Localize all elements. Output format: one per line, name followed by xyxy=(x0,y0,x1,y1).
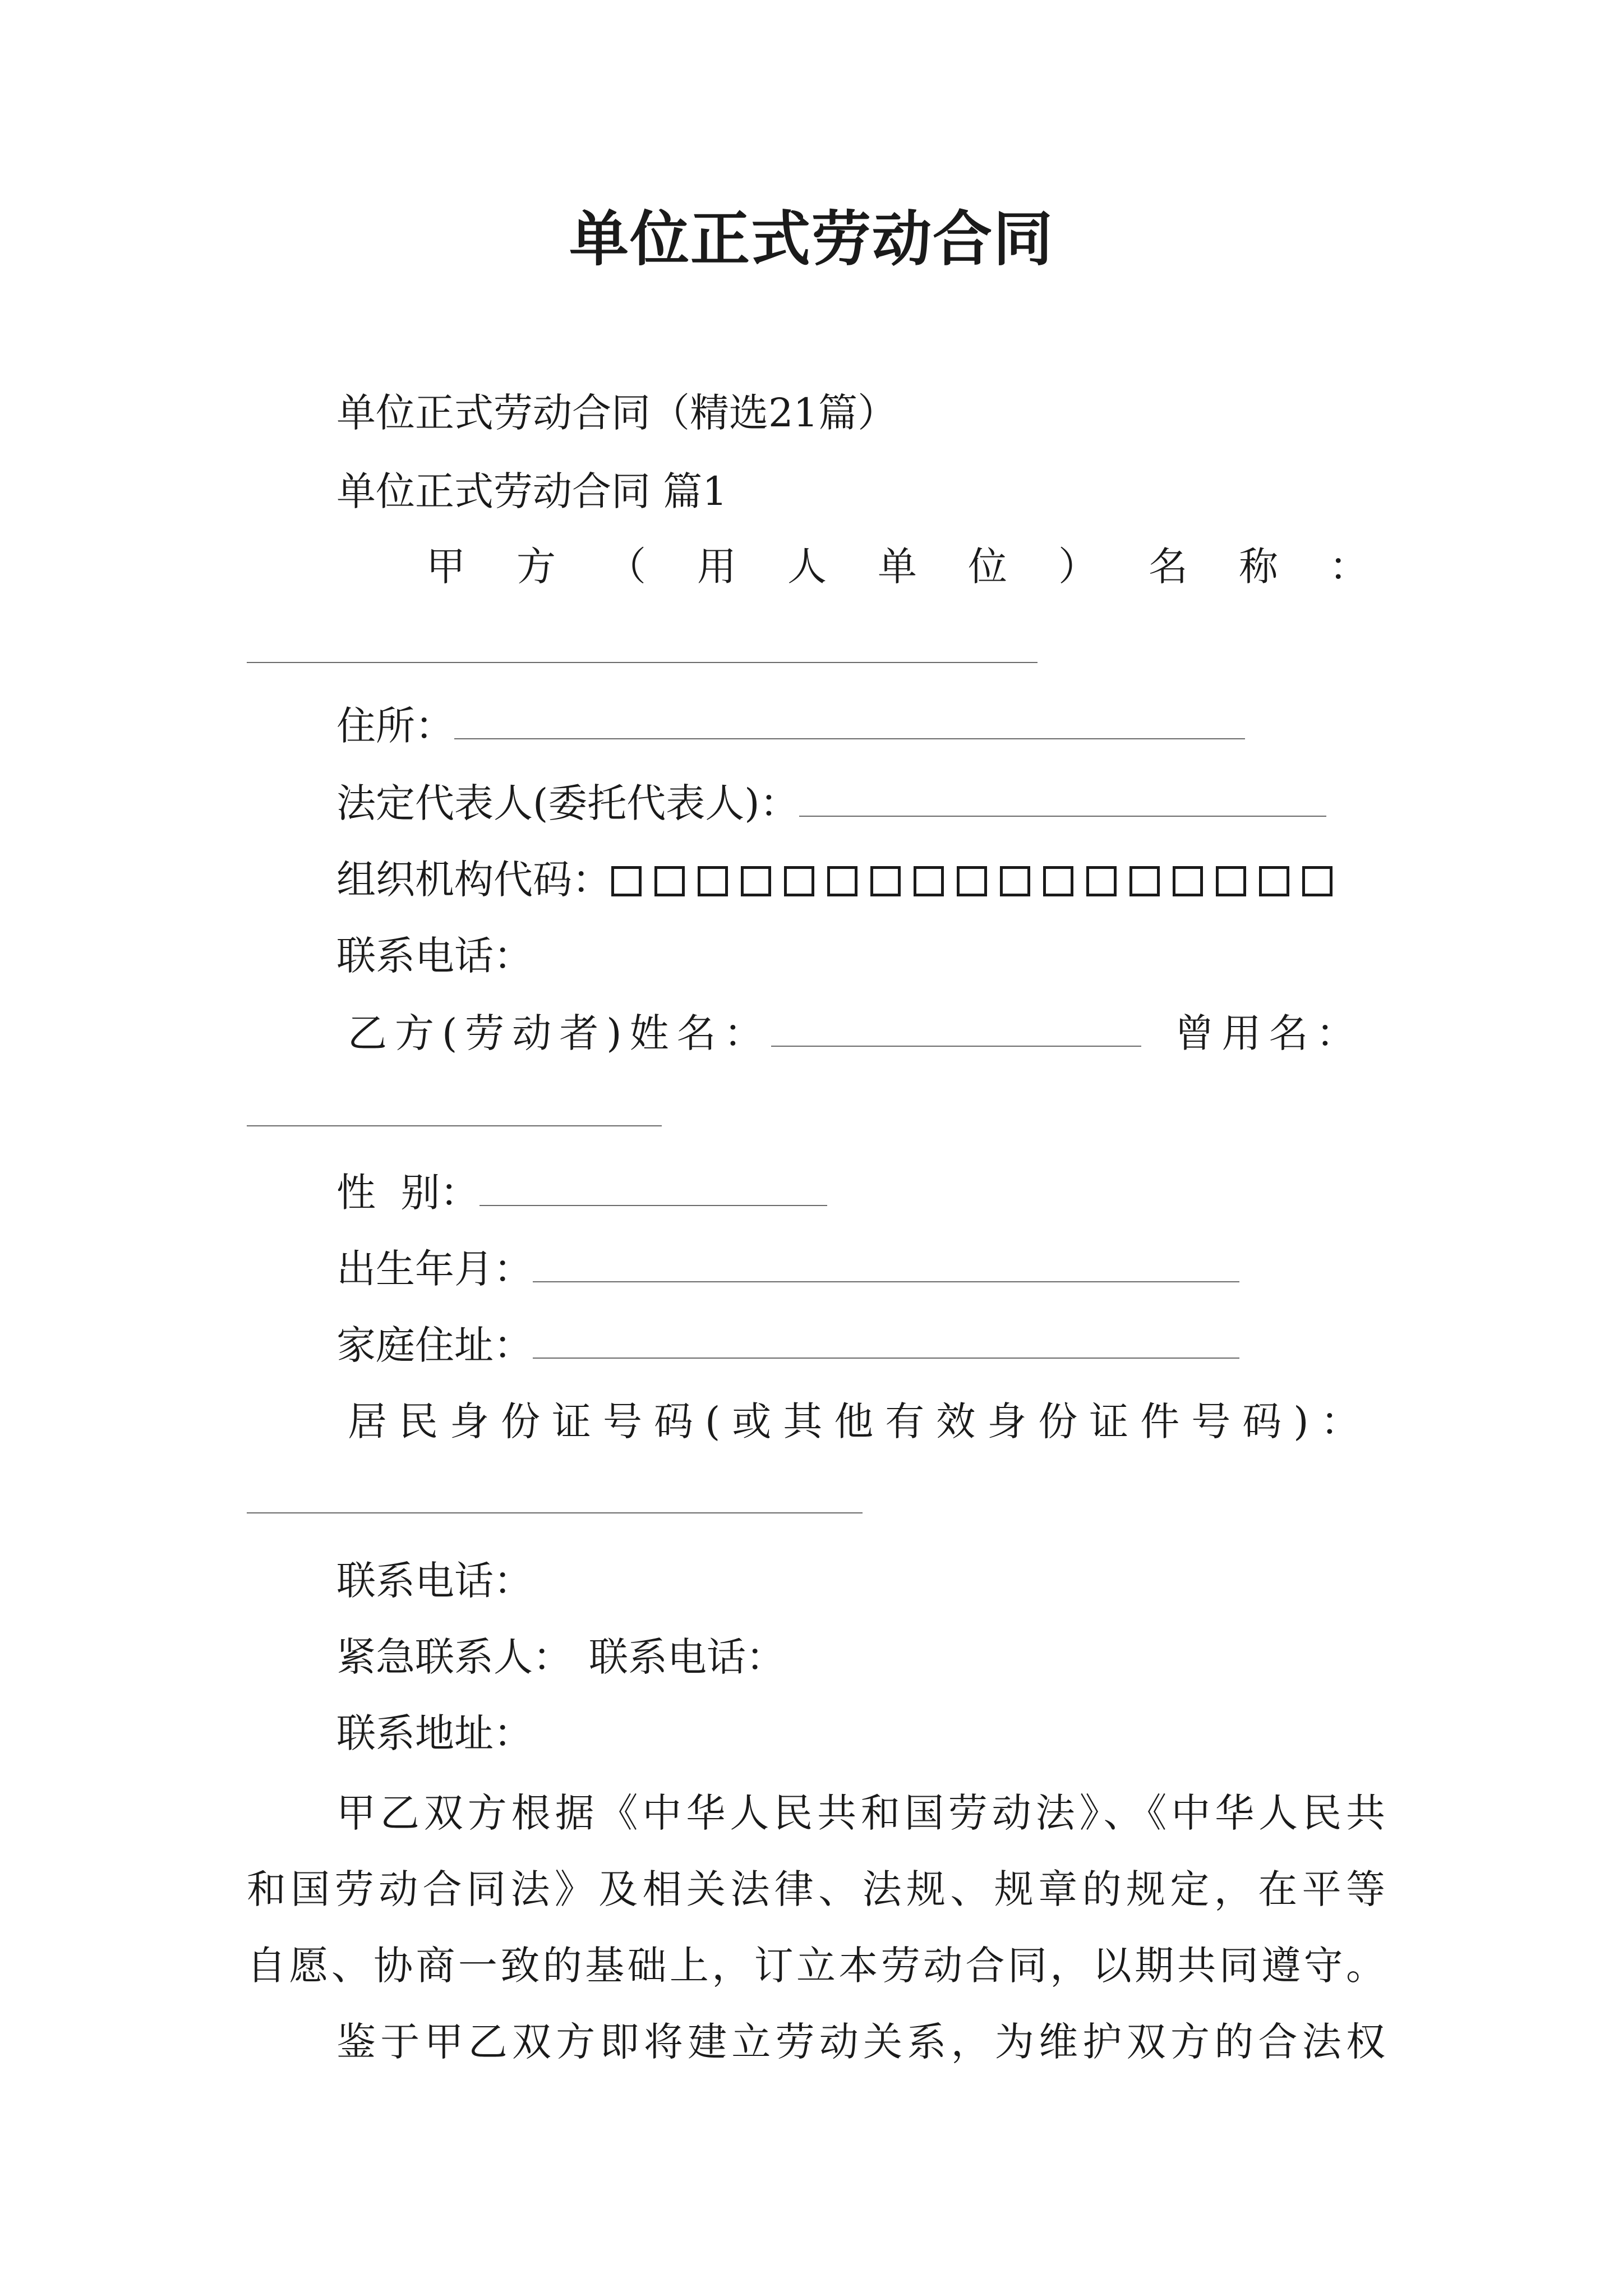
org-code-box[interactable] xyxy=(1259,866,1289,896)
org-code-box[interactable] xyxy=(1216,866,1246,896)
org-code-box[interactable] xyxy=(1302,866,1332,896)
party-a-legal-rep-blank[interactable] xyxy=(799,780,1326,817)
org-code-box[interactable] xyxy=(1043,866,1073,896)
party-b-emergency-contact-label: 紧急联系人： xyxy=(336,1634,572,1680)
party-a-name-char: 名 xyxy=(1149,544,1188,590)
party-b-contact-address-label: 联系地址： xyxy=(336,1710,533,1756)
party-a-address-blank[interactable] xyxy=(454,702,1245,739)
party-a-name-char: 用 xyxy=(697,544,736,590)
org-code-boxes xyxy=(611,857,1345,903)
party-a-org-code-row xyxy=(336,853,1345,907)
party-a-name-char: （ xyxy=(607,544,646,590)
party-b-home-address-row xyxy=(336,1318,1239,1372)
party-a-address-label: 住所： xyxy=(336,703,454,749)
party-b-emergency-row xyxy=(336,1630,785,1684)
party-a-name-label xyxy=(426,540,1368,593)
org-code-box[interactable] xyxy=(827,866,857,896)
party-b-name-label: 乙方(劳动者)姓名： xyxy=(348,1010,771,1056)
party-b-name-blank[interactable] xyxy=(771,1010,1141,1047)
party-a-address-row xyxy=(336,699,1245,753)
party-b-former-name-label: 曾用名： xyxy=(1174,1010,1363,1056)
party-a-name-char: 甲 xyxy=(426,544,465,590)
party-b-phone-label: 联系电话： xyxy=(336,1558,533,1604)
body-paragraph-1-line-2: 和国劳动合同法》及相关法律、法规、规章的规定，在平等 xyxy=(247,1866,1385,1912)
section-heading: 单位正式劳动合同 篇1 xyxy=(336,468,727,514)
org-code-box[interactable] xyxy=(741,866,771,896)
body-paragraph-1-line-3: 自愿、协商一致的基础上，订立本劳动合同，以期共同遵守。 xyxy=(247,1943,1385,1989)
party-a-legal-rep-row xyxy=(336,776,1326,830)
party-a-name-char: 人 xyxy=(787,544,827,590)
party-a-legal-rep-label: 法定代表人(委托代表人)： xyxy=(336,780,799,826)
party-b-id-blank[interactable] xyxy=(247,1512,863,1513)
body-paragraph-2-line-1: 鉴于甲乙双方即将建立劳动关系，为维护双方的合法权 xyxy=(336,2019,1385,2065)
party-a-name-char: 单 xyxy=(878,544,917,590)
org-code-box[interactable] xyxy=(611,866,642,896)
org-code-box[interactable] xyxy=(1000,866,1030,896)
party-a-name-char: 称 xyxy=(1239,544,1278,590)
party-a-name-char: ） xyxy=(1058,544,1098,590)
party-b-home-address-label: 家庭住址： xyxy=(336,1322,533,1368)
party-b-id-label: 居民身份证号码(或其他有效身份证件号码)： xyxy=(348,1398,1372,1444)
org-code-box[interactable] xyxy=(784,866,814,896)
party-b-name-row xyxy=(348,1006,1363,1060)
party-b-home-address-blank[interactable] xyxy=(533,1322,1239,1359)
org-code-box[interactable] xyxy=(1173,866,1203,896)
document-subtitle: 单位正式劳动合同（精选21篇） xyxy=(336,390,897,436)
org-code-box[interactable] xyxy=(654,866,685,896)
org-code-box[interactable] xyxy=(1129,866,1160,896)
party-b-birth-row xyxy=(336,1242,1239,1296)
body-paragraph-1-line-1: 甲乙双方根据《中华人民共和国劳动法》、《中华人民共 xyxy=(336,1790,1385,1836)
org-code-box[interactable] xyxy=(1086,866,1117,896)
org-code-box[interactable] xyxy=(698,866,728,896)
org-code-box[interactable] xyxy=(870,866,901,896)
org-code-box[interactable] xyxy=(957,866,987,896)
party-a-name-char: 方 xyxy=(517,544,556,590)
party-b-former-name-blank[interactable] xyxy=(247,1125,662,1126)
party-b-emergency-phone-label: 联系电话： xyxy=(589,1634,785,1680)
party-a-name-blank[interactable] xyxy=(247,662,1038,663)
party-b-birth-label: 出生年月： xyxy=(336,1246,533,1292)
party-a-name-char: 位 xyxy=(968,544,1007,590)
document-title: 单位正式劳动合同 xyxy=(569,204,1054,274)
party-b-gender-blank[interactable] xyxy=(479,1169,827,1206)
party-a-phone-label: 联系电话： xyxy=(336,933,533,979)
party-b-birth-blank[interactable] xyxy=(533,1245,1239,1282)
org-code-box[interactable] xyxy=(914,866,944,896)
party-a-name-char: ： xyxy=(1329,544,1368,590)
party-b-gender-label: 性 别： xyxy=(336,1170,479,1216)
party-b-gender-row xyxy=(336,1166,827,1220)
party-a-org-code-label: 组织机构代码： xyxy=(336,857,611,903)
